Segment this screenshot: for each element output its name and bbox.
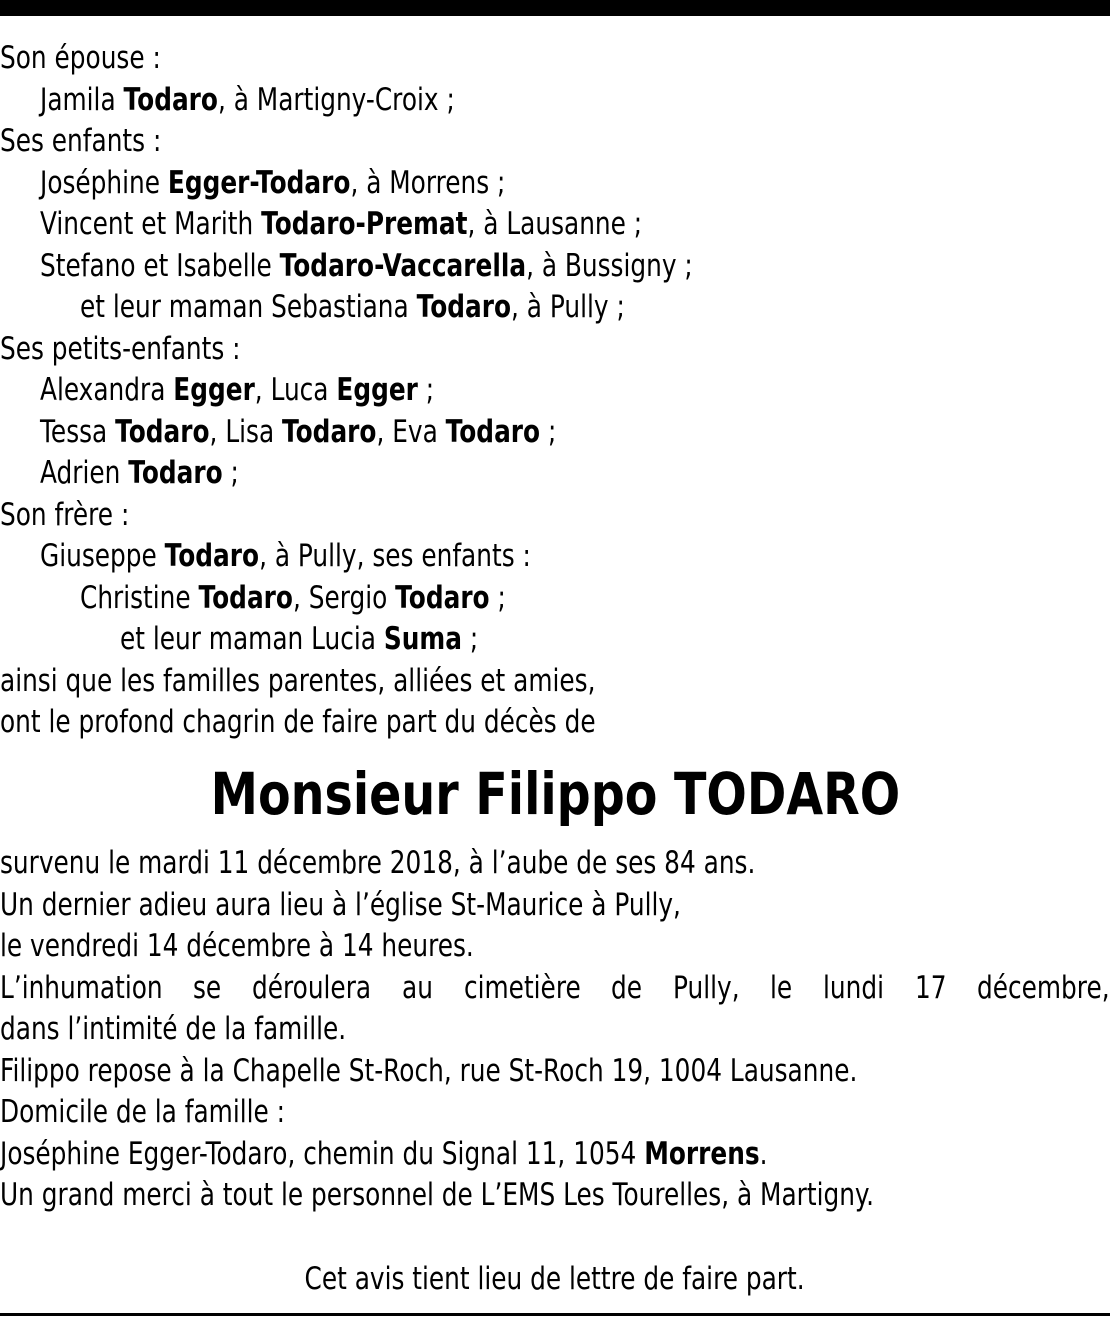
- justified-word: décembre,: [977, 970, 1110, 1006]
- justified-word: 17: [915, 970, 947, 1006]
- grandchildren-line-3: Adrien Todaro ;: [40, 455, 239, 491]
- grandchildren-heading: Ses petits-enfants :: [0, 331, 241, 367]
- bottom-border: [0, 1313, 1110, 1316]
- details-line-1: survenu le mardi 11 décembre 2018, à l’aube de ses 84 ans.: [0, 845, 756, 881]
- brother-children-mother-line: et leur maman Lucia Suma ;: [120, 621, 479, 657]
- child-line-1: Joséphine Egger-Todaro, à Morrens ;: [40, 165, 506, 201]
- details-line-8: Joséphine Egger-Todaro, chemin du Signal 11, 1054 Morrens.: [0, 1136, 768, 1172]
- closing-line: Cet avis tient lieu de lettre de faire part.: [304, 1261, 806, 1297]
- brother-children-line: Christine Todaro, Sergio Todaro ;: [80, 580, 506, 616]
- justified-word: lundi: [823, 970, 885, 1006]
- brother-heading: Son frère :: [0, 497, 130, 533]
- announcement-line: ont le profond chagrin de faire part du décès de: [0, 704, 596, 740]
- details-line-5: dans l’intimité de la famille.: [0, 1011, 347, 1047]
- extended-family-line: ainsi que les familles parentes, alliées et amies,: [0, 663, 596, 699]
- justified-word: se: [193, 970, 222, 1006]
- details-line-2: Un dernier adieu aura lieu à l’église St-Maurice à Pully,: [0, 887, 681, 923]
- justified-word: Pully,: [673, 970, 740, 1006]
- grandchildren-line-1: Alexandra Egger, Luca Egger ;: [40, 372, 435, 408]
- top-border: [0, 0, 1110, 16]
- details-line-3: le vendredi 14 décembre à 14 heures.: [0, 928, 474, 964]
- details-line-9: Un grand merci à tout le personnel de L’EMS Les Tourelles, à Martigny.: [0, 1177, 874, 1213]
- spouse-line: Jamila Todaro, à Martigny-Croix ;: [40, 82, 455, 118]
- justified-word: de: [611, 970, 643, 1006]
- justified-word: cimetière: [463, 970, 581, 1006]
- justified-word: déroulera: [252, 970, 372, 1006]
- spouse-heading: Son épouse :: [0, 40, 161, 76]
- justified-word: au: [402, 970, 434, 1006]
- grandchildren-line-2: Tessa Todaro, Lisa Todaro, Eva Todaro ;: [40, 414, 557, 450]
- details-line-6: Filippo repose à la Chapelle St-Roch, rue St-Roch 19, 1004 Lausanne.: [0, 1053, 858, 1089]
- child-line-3: Stefano et Isabelle Todaro-Vaccarella, à Bussigny ;: [40, 248, 693, 284]
- deceased-name: Monsieur Filippo TODARO: [210, 760, 900, 828]
- child-3-mother-line: et leur maman Sebastiana Todaro, à Pully ;: [80, 289, 625, 325]
- details-line-4: [0, 968, 1110, 1009]
- children-heading: Ses enfants :: [0, 123, 162, 159]
- justified-word: le: [770, 970, 793, 1006]
- child-line-2: Vincent et Marith Todaro-Premat, à Lausanne ;: [40, 206, 643, 242]
- brother-line: Giuseppe Todaro, à Pully, ses enfants :: [40, 538, 531, 574]
- justified-word: L’inhumation: [0, 970, 163, 1006]
- details-line-7: Domicile de la famille :: [0, 1094, 285, 1130]
